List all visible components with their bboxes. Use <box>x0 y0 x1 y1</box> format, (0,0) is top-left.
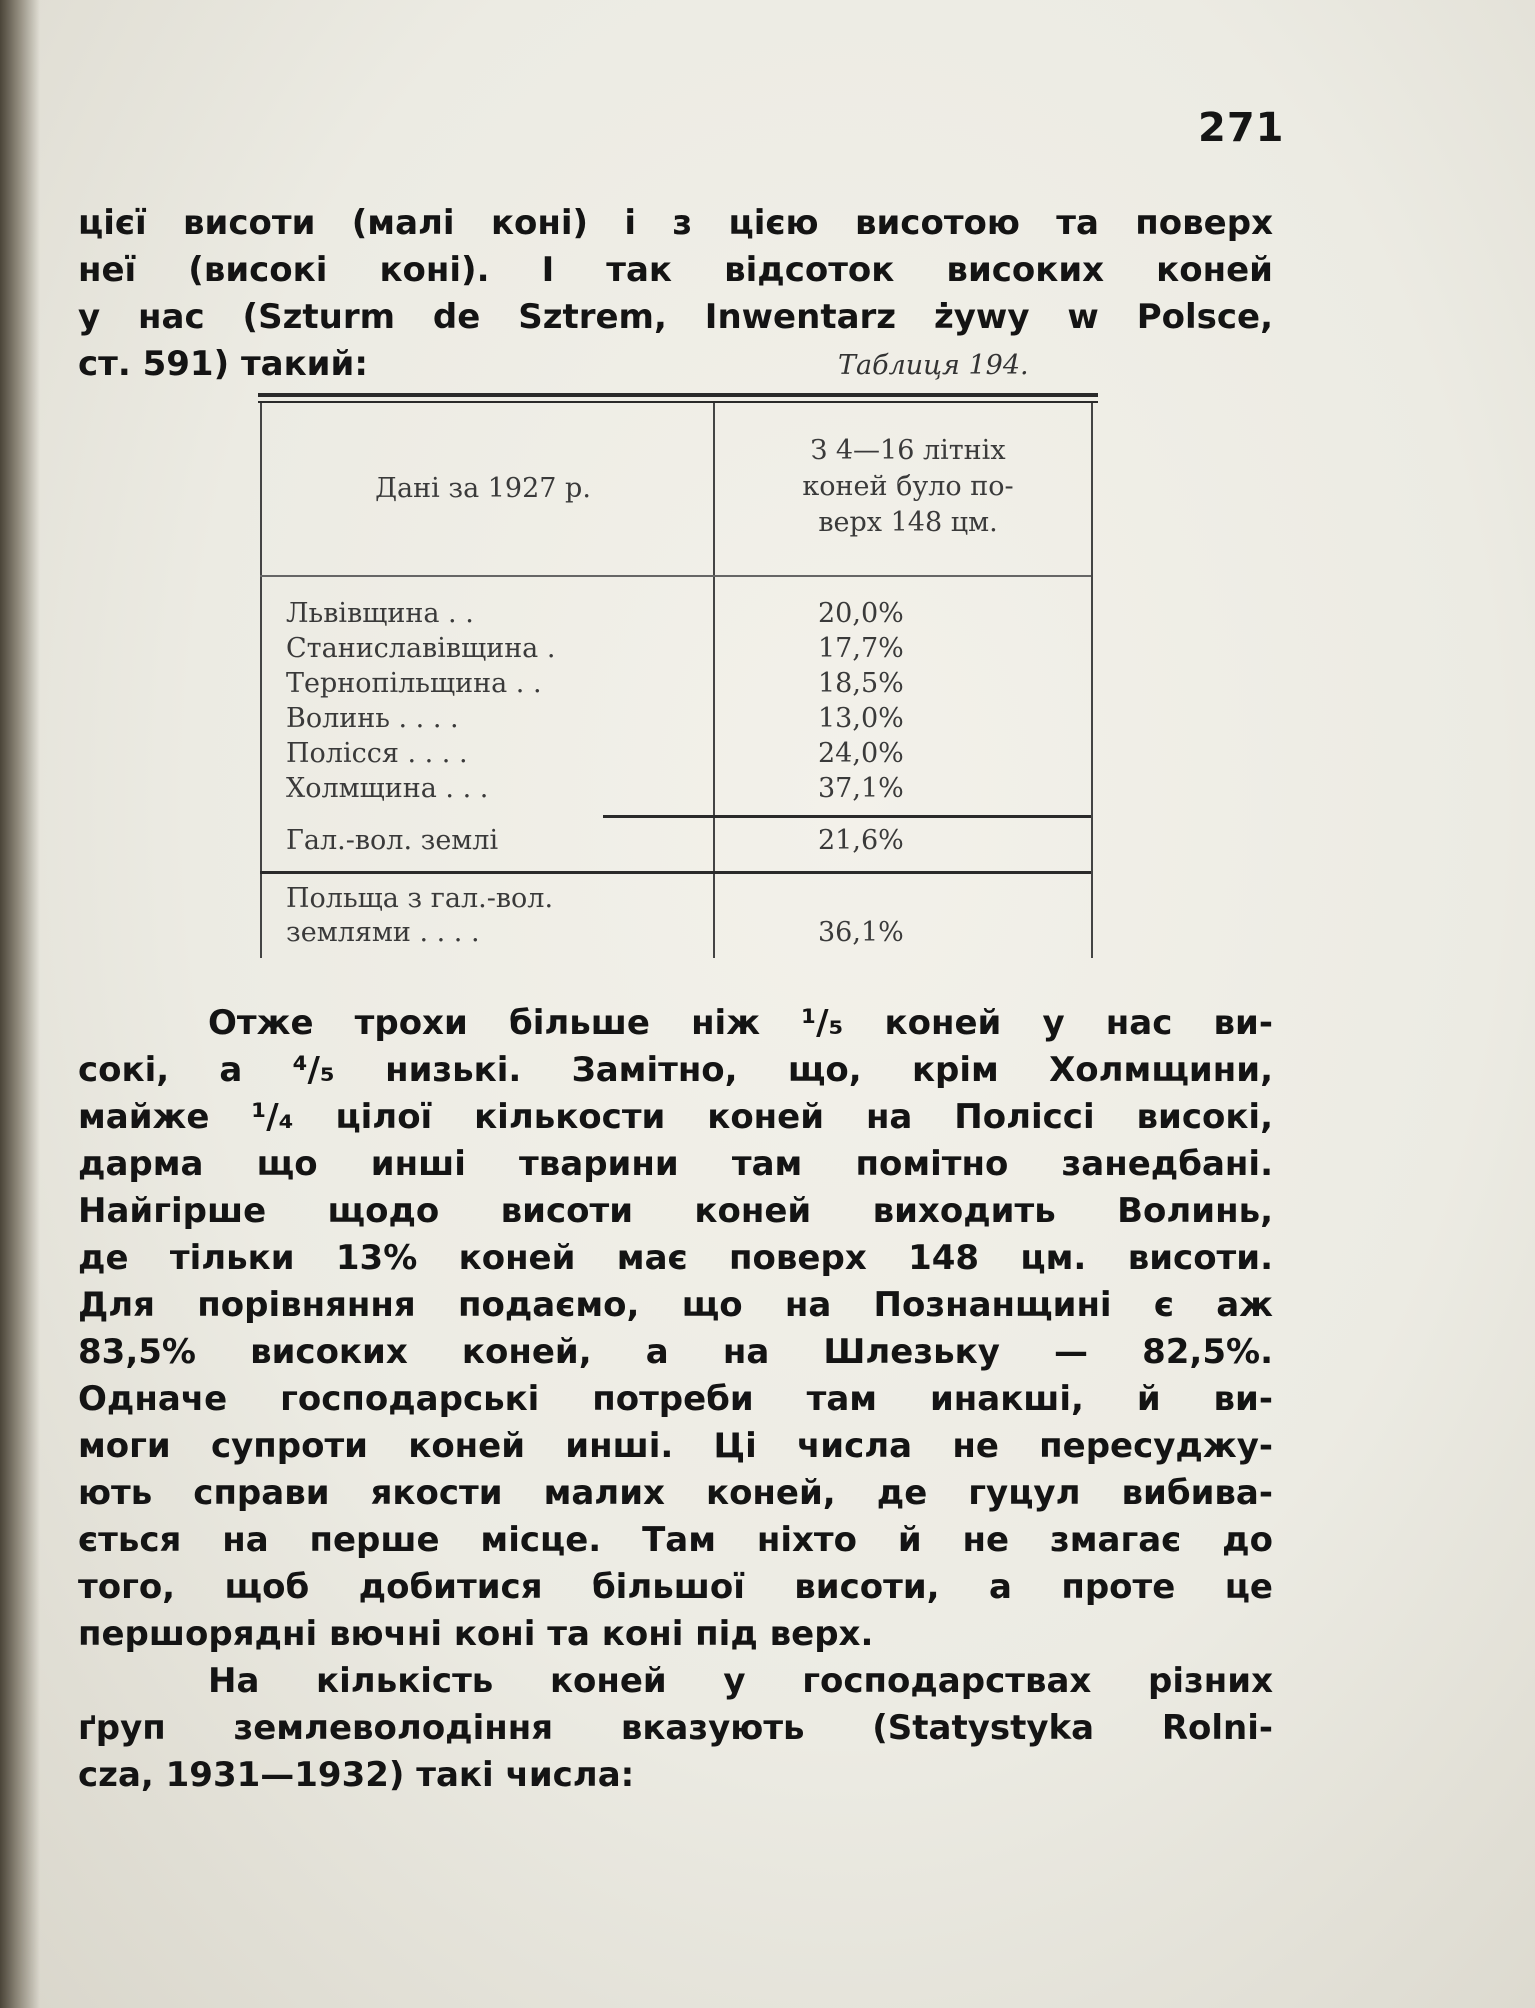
text-line: у нас (Szturm de Sztrem, Inwentarz żywy w Polsce, <box>78 297 1273 337</box>
text-line: цієї висоти (малі коні) і з цією висотою та поверх <box>78 203 1273 243</box>
text-line: ють справи якости малих коней, де гуцул вибива- <box>78 1473 1273 1513</box>
table-right-border <box>1091 403 1093 958</box>
table-top-rule-thin <box>258 401 1098 403</box>
text-line: Отже трохи більше ніж ¹/₅ коней у нас ви- <box>208 1003 1273 1043</box>
page-number: 271 <box>1198 105 1285 151</box>
header-divider <box>260 575 1091 577</box>
text-line: 83,5% високих коней, а на Шлезьку — 82,5%. <box>78 1332 1273 1372</box>
text-line: cza, 1931—1932) такі числа: <box>78 1755 635 1795</box>
text-line: сокі, а ⁴/₅ низькі. Замітно, що, крім Холмщини, <box>78 1050 1273 1090</box>
row-region-value: 13,0% <box>818 703 904 734</box>
header-data-year: Дані за 1927 р. <box>375 473 591 504</box>
text-line: ґруп землеволодіння вказують (Statystyka Rolni- <box>78 1708 1273 1748</box>
row-region-name: Волинь . . . . <box>286 703 459 734</box>
text-line: дарма що инші тварини там помітно занедбані. <box>78 1144 1273 1184</box>
text-line: На кількість коней у господарствах різних <box>208 1661 1273 1701</box>
text-line: першорядні вючні коні та коні під верх. <box>78 1614 874 1654</box>
row-subtotal-value: 21,6% <box>818 825 904 856</box>
body-paragraph <box>78 1000 1273 1799</box>
row-region-name: Холмщина . . . <box>286 773 489 804</box>
total-rule <box>260 871 1091 874</box>
page-gutter-shadow <box>0 0 40 2008</box>
row-region-name: Станиславівщина . <box>286 633 556 664</box>
text-line: ється на перше місце. Там ніхто й не змагає до <box>78 1520 1273 1560</box>
text-line: де тільки 13% коней має поверх 148 цм. висоти. <box>78 1238 1273 1278</box>
row-region-value: 18,5% <box>818 668 904 699</box>
table-top-rule <box>258 393 1098 397</box>
row-region-name: Полісся . . . . <box>286 738 468 769</box>
text-line: майже ¹/₄ цілої кількости коней на Поліссі високі, <box>78 1097 1273 1137</box>
text-line: ст. 591) такий: <box>78 344 368 384</box>
row-region-name: Тернопільщина . . <box>286 668 542 699</box>
subtotal-rule <box>603 815 1091 818</box>
header-percent-tall <box>728 433 1088 541</box>
row-region-value: 20,0% <box>818 598 904 629</box>
table-caption: Таблиця 194. <box>838 350 1029 381</box>
text-line: Найгірше щодо висоти коней виходить Волинь, <box>78 1191 1273 1231</box>
row-total-value: 36,1% <box>818 917 904 948</box>
header-line: верх 148 цм. <box>818 507 998 538</box>
table-column-divider <box>713 403 715 958</box>
row-region-value: 17,7% <box>818 633 904 664</box>
row-region-name: Львівщина . . <box>286 598 474 629</box>
text-line: неї (високі коні). І так відсоток високих коней <box>78 250 1273 290</box>
text-line: Одначе господарські потреби там инакші, й ви- <box>78 1379 1273 1419</box>
row-total-name-line1: Польща з гал.-вол. <box>286 883 554 914</box>
text-line: моги супроти коней инші. Ці числа не пересуджу- <box>78 1426 1273 1466</box>
header-line: З 4—16 літніх <box>810 435 1006 466</box>
row-region-value: 24,0% <box>818 738 904 769</box>
text-line: того, щоб добитися більшої висоти, а проте це <box>78 1567 1273 1607</box>
horse-height-table <box>258 393 1098 958</box>
text-line: Для порівняння подаємо, що на Познанщині є аж <box>78 1285 1273 1325</box>
intro-paragraph <box>78 200 1273 388</box>
row-region-value: 37,1% <box>818 773 904 804</box>
row-subtotal-name: Гал.-вол. землі <box>286 825 499 856</box>
header-line: коней було по- <box>802 471 1014 502</box>
row-total-name-line2: землями . . . . <box>286 917 480 948</box>
